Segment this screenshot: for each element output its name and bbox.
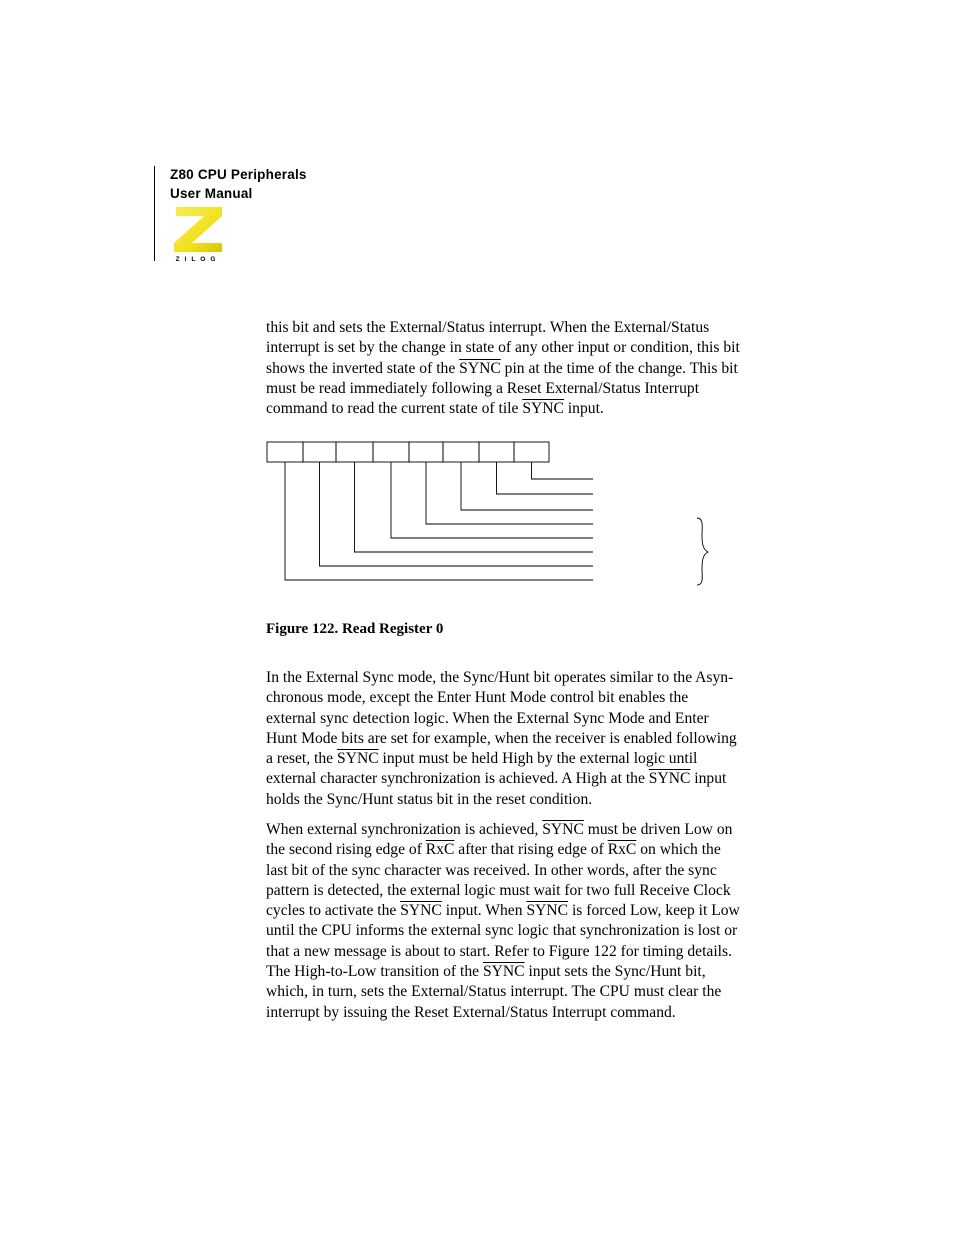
z-letter-icon xyxy=(174,207,222,252)
bit-cell-5 xyxy=(336,442,373,462)
text-line: a reset, the SYNC input must be held High by the external logic until xyxy=(266,750,698,768)
bit-cell-2 xyxy=(443,442,479,462)
text-line: chronous mode, except the Enter Hunt Mode control bit enables the xyxy=(266,689,689,707)
text-line: Hunt Mode bits are set for example, when the receiver is enabled following xyxy=(266,729,737,747)
sync-signal: SYNC xyxy=(526,902,569,920)
bit-leader-line-2 xyxy=(461,462,593,510)
sync-signal: SYNC xyxy=(459,359,501,377)
figure-caption: Figure 122. Read Register 0 xyxy=(266,621,444,637)
bit-cell-7 xyxy=(267,442,303,462)
register-diagram xyxy=(260,436,720,596)
paragraph-middle xyxy=(266,668,771,810)
text-line: In the External Sync mode, the Sync/Hunt bit operates similar to the Asyn- xyxy=(266,669,734,686)
text-line: When external synchronization is achieved, SYNC must be driven Low on xyxy=(266,821,733,838)
bit-leader-line-5 xyxy=(355,462,594,552)
text-line: last bit of the sync character was received. In other words, after the sync xyxy=(266,861,717,879)
header-title xyxy=(170,165,307,203)
text-line: holds the Sync/Hunt status bit in the reset condition. xyxy=(266,790,593,808)
bit-leader-line-7 xyxy=(285,462,593,580)
logo-wordmark: ZILOG xyxy=(175,256,221,263)
sync-signal: SYNC xyxy=(522,400,564,418)
sync-signal: SYNC xyxy=(648,770,691,788)
bit-cell-3 xyxy=(409,442,443,462)
text-line: until the CPU informs the external sync logic that synchronization is lost or xyxy=(266,922,738,940)
sync-signal: SYNC xyxy=(400,902,442,920)
brace-icon xyxy=(697,518,708,585)
text-line: must be read immediately following a Reset External/Status Interrupt xyxy=(266,379,700,397)
bit-leader-line-1 xyxy=(497,462,594,494)
header-title-line1: Z80 CPU Peripherals xyxy=(170,167,307,182)
bit-leader-line-0 xyxy=(532,462,594,479)
header-rule xyxy=(154,166,155,261)
bit-leader-line-4 xyxy=(391,462,593,538)
text-line: that a new message is about to start. Refer to Figure 122 for timing details. xyxy=(266,942,732,960)
text-line: The High-to-Low transition of the SYNC input sets the Sync/Hunt bit, xyxy=(266,963,706,981)
bit-cell-4 xyxy=(373,442,409,462)
text-line: external character synchronization is achieved. A High at the SYNC input xyxy=(266,770,727,788)
sync-signal: SYNC xyxy=(482,963,525,981)
text-line: this bit and sets the External/Status interrupt. When the External/Status xyxy=(266,319,710,336)
sync-signal: SYNC xyxy=(337,750,379,768)
sync-signal: SYNC xyxy=(542,821,584,838)
bit-leader-line-6 xyxy=(320,462,594,566)
text-line: shows the inverted state of the SYNC pin at the time of the change. This bit xyxy=(266,359,738,377)
bit-leader-line-3 xyxy=(426,462,593,524)
text-line: which, in turn, sets the External/Status interrupt. The CPU must clear the xyxy=(266,983,722,1001)
rxc-signal: $\overline{RxC}$ xyxy=(425,841,455,859)
zilog-logo xyxy=(170,205,226,263)
paragraph-bottom xyxy=(266,820,771,1023)
bit-cell-6 xyxy=(303,442,336,462)
text-line: cycles to activate the SYNC input. When SYNC is forced Low, keep it Low xyxy=(266,902,740,920)
bit-cell-1 xyxy=(479,442,514,462)
text-line: interrupt by issuing the Reset External/Status Interrupt command. xyxy=(266,1003,676,1021)
text-line: external sync detection logic. When the External Sync Mode and Enter xyxy=(266,709,709,727)
paragraph-top xyxy=(266,318,771,419)
text-line: the second rising edge of $\overline{RxC}$ after that rising edge of $\overline{RxC}$ on which the xyxy=(266,841,721,859)
bit-cell-0 xyxy=(514,442,549,462)
header-title-line2: User Manual xyxy=(170,186,253,201)
text-line: pattern is detected, the external logic must wait for two full Receive Clock xyxy=(266,881,731,899)
text-line: command to read the current state of tile SYNC input. xyxy=(266,400,604,418)
rxc-signal: $\overline{RxC}$ xyxy=(607,841,637,859)
text-line: interrupt is set by the change in state of any other input or condition, this bit xyxy=(266,339,740,357)
